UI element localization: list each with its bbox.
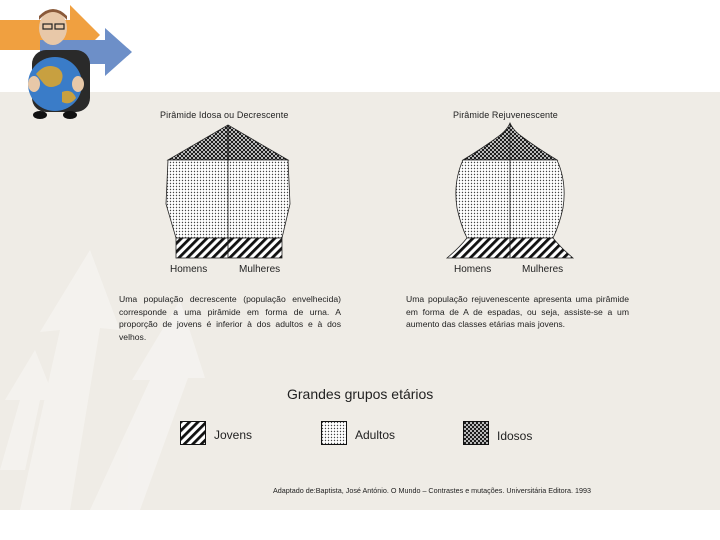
pyramid-left-urn	[160, 122, 300, 262]
pyramid-right-description: Uma população rejuvenescente apresenta uma pirâmide em forma de A de espadas, ou seja, assiste-se a um aumento das classes etárias mais jovens.	[406, 294, 629, 329]
pyramid-right-men-label: Homens	[454, 264, 492, 275]
legend-label-adultos: Adultos	[355, 428, 396, 442]
legend-swatch-jovens	[180, 421, 206, 445]
pyramid-left-description: Uma população decrescente (população envelhecida) corresponde a uma pirâmide em forma de urna. A proporção de jovens é inferior à dos adultos e à dos velhos.	[119, 294, 341, 342]
source-citation: Adaptado de:Baptista, José António. O Mundo – Contrastes e mutações. Universitária Editora. 1993	[273, 486, 592, 495]
legend-label-jovens: Jovens	[214, 428, 253, 442]
legend-swatch-idosos	[463, 421, 489, 445]
pyramid-right-spade	[443, 122, 583, 262]
pyramid-left-title: Pirâmide Idosa ou Decrescente	[160, 110, 289, 120]
pyramid-right-title: Pirâmide Rejuvenescente	[453, 110, 558, 120]
pyramid-left-women-label: Mulheres	[239, 264, 281, 275]
pyramid-left-youth	[176, 238, 282, 258]
legend-swatch-adultos	[321, 421, 347, 445]
pyramid-left-men-label: Homens	[170, 264, 208, 275]
legend-label-idosos: Idosos	[497, 429, 533, 443]
legend-title: Grandes grupos etários	[287, 386, 434, 402]
pyramid-right-women-label: Mulheres	[522, 264, 564, 275]
